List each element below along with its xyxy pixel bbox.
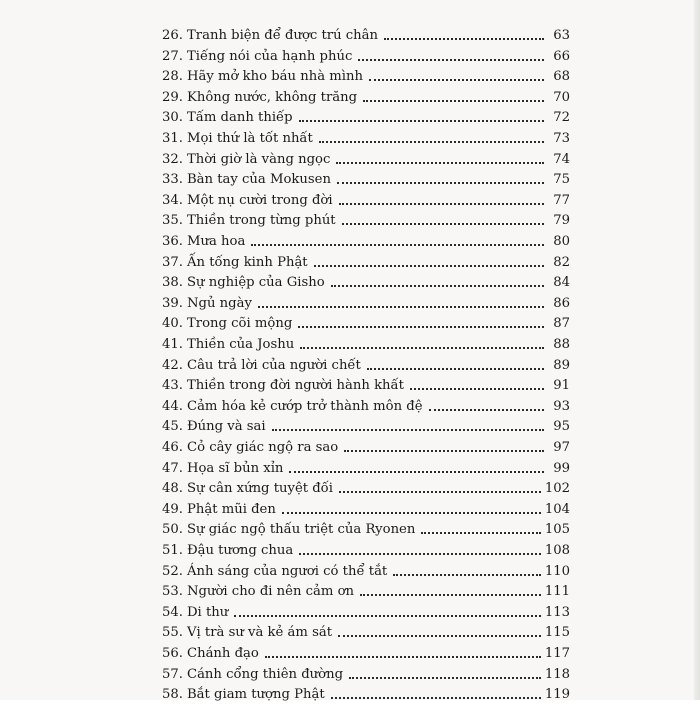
toc-entry-page-number: 84 xyxy=(553,275,570,291)
toc-entry-title: Thời giờ là vàng ngọc xyxy=(186,151,331,167)
toc-entry-number: 29. xyxy=(162,89,183,105)
toc-entry-page-number: 88 xyxy=(553,337,570,352)
toc-entry xyxy=(162,538,570,560)
toc-entry-number: 57. xyxy=(162,666,183,682)
toc-entry-page-number: 63 xyxy=(553,28,570,43)
dot-leader xyxy=(393,574,541,576)
toc-entry xyxy=(162,414,570,436)
toc-entry-title: Trong cõi mộng xyxy=(186,316,293,332)
toc-entry-page-number: 70 xyxy=(553,89,570,105)
toc-entry xyxy=(162,641,570,663)
toc-entry xyxy=(162,373,570,395)
toc-entry-title: Vị trà sư và kẻ ám sát xyxy=(186,625,333,641)
toc-entry-number: 49. xyxy=(162,501,183,517)
toc-entry-title: Di thư xyxy=(186,604,229,620)
toc-entry-title: Tiếng nói của hạnh phúc xyxy=(186,48,353,64)
toc-entry-page-number: 111 xyxy=(544,584,570,600)
toc-entry-page-number: 74 xyxy=(553,151,570,167)
toc-entry xyxy=(162,662,570,684)
toc-entry-title: Mọi thứ là tốt nhất xyxy=(186,131,313,146)
toc-entry-title: Sự nghiệp của Gisho xyxy=(186,275,325,291)
dot-leader xyxy=(337,182,544,184)
toc-entry xyxy=(162,620,570,642)
toc-entry xyxy=(162,291,570,313)
dot-leader xyxy=(339,203,544,205)
toc-entry-page-number: 93 xyxy=(553,398,570,414)
toc-entry-page-number: 68 xyxy=(553,69,570,85)
toc-entry xyxy=(162,23,570,45)
toc-entry-number: 47. xyxy=(162,460,183,476)
dot-leader xyxy=(234,615,541,617)
toc-entry-number: 46. xyxy=(162,440,183,455)
toc-entry xyxy=(162,394,570,416)
toc-entry-title: Tấm danh thiếp xyxy=(186,110,293,126)
toc-entry-title: Đậu tương chua xyxy=(186,543,294,558)
dot-leader xyxy=(367,368,544,370)
toc-entry xyxy=(162,229,570,251)
toc-entry-number: 40. xyxy=(162,316,183,332)
toc-entry-title: Người cho đi nên cảm ơn xyxy=(186,584,355,600)
toc-entry-page-number: 91 xyxy=(553,378,570,394)
dot-leader xyxy=(336,162,544,164)
toc-entry xyxy=(162,476,570,498)
toc-entry-title: Ngủ ngày xyxy=(186,295,252,311)
toc-entry xyxy=(162,105,570,127)
toc-entry-page-number: 77 xyxy=(553,192,570,208)
toc-entry-title: Sự cân xứng tuyệt đối xyxy=(186,481,333,497)
toc-entry-page-number: 95 xyxy=(553,419,570,435)
toc-entry-title: Đúng và sai xyxy=(186,419,266,435)
toc-entry-number: 35. xyxy=(162,213,183,229)
toc-entry-title: Một nụ cười trong đời xyxy=(186,192,333,208)
toc-entry-title: Bàn tay của Mokusen xyxy=(186,172,331,188)
toc-entry-number: 26. xyxy=(162,28,183,43)
toc-entry xyxy=(162,682,570,704)
toc-entry xyxy=(162,167,570,189)
dot-leader xyxy=(338,635,541,637)
toc-entry-page-number: 102 xyxy=(544,481,570,497)
toc-entry xyxy=(162,353,570,375)
toc-entry-number: 27. xyxy=(162,48,183,64)
toc-entry xyxy=(162,208,570,230)
toc-entry-title: Họa sĩ bủn xỉn xyxy=(186,460,284,476)
toc-entry-number: 50. xyxy=(162,522,183,538)
toc-entry-number: 37. xyxy=(162,254,183,270)
dot-leader xyxy=(363,100,544,102)
toc-entry-number: 58. xyxy=(162,687,183,703)
toc-entry-page-number: 113 xyxy=(544,604,570,620)
toc-entry-title: Thiền trong đời người hành khất xyxy=(186,378,404,394)
toc-entry-title: Thiền của Joshu xyxy=(186,337,295,352)
toc-entry-page-number: 115 xyxy=(544,625,570,641)
dot-leader xyxy=(339,491,541,493)
toc-entry-number: 41. xyxy=(162,337,183,352)
dot-leader xyxy=(251,244,544,246)
toc-entry xyxy=(162,517,570,539)
toc-entry-title: Tranh biện để được trú chân xyxy=(186,28,378,43)
dot-leader xyxy=(331,285,544,287)
toc-entry-number: 55. xyxy=(162,625,183,641)
toc-entry-title: Cánh cổng thiên đường xyxy=(186,666,344,682)
toc-entry-number: 34. xyxy=(162,192,183,208)
dot-leader xyxy=(298,326,544,328)
toc-entry-number: 54. xyxy=(162,604,183,620)
toc-entry-title: Mưa hoa xyxy=(186,234,246,249)
dot-leader xyxy=(421,532,540,534)
toc-entry xyxy=(162,435,570,457)
toc-entry-title: Câu trả lời của người chết xyxy=(186,357,361,373)
toc-entry xyxy=(162,270,570,292)
dot-leader xyxy=(299,120,544,122)
toc-entry xyxy=(162,579,570,601)
toc-entry xyxy=(162,126,570,148)
toc-entry-title: Không nước, không trăng xyxy=(186,89,358,105)
page-edge-shadow xyxy=(694,0,700,700)
toc-entry-page-number: 97 xyxy=(553,440,570,455)
toc-entry-number: 43. xyxy=(162,378,183,394)
toc-entry-page-number: 82 xyxy=(553,254,570,270)
dot-leader xyxy=(272,429,544,431)
toc-entry-title: Ánh sáng của ngươi có thể tắt xyxy=(186,563,388,579)
toc-entry-title: Cỏ cây giác ngộ ra sao xyxy=(186,440,339,455)
toc-entry-page-number: 119 xyxy=(544,687,570,703)
toc-entry-title: Chánh đạo xyxy=(186,646,259,661)
toc-entry-page-number: 118 xyxy=(544,666,570,682)
toc-entry xyxy=(162,85,570,107)
dot-leader xyxy=(360,594,541,596)
toc-entry-page-number: 86 xyxy=(553,295,570,311)
toc-entry-title: Sự giác ngộ thấu triệt của Ryonen xyxy=(186,522,416,538)
toc-entry-number: 33. xyxy=(162,172,183,188)
dot-leader xyxy=(384,38,544,40)
toc-entry-title: Phật mũi đen xyxy=(186,501,276,517)
dot-leader xyxy=(314,265,544,267)
toc-entry-title: Cảm hóa kẻ cướp trở thành môn đệ xyxy=(186,398,423,414)
toc-entry-number: 39. xyxy=(162,295,183,311)
toc-entry xyxy=(162,456,570,478)
dot-leader xyxy=(369,79,544,81)
toc-entry-number: 31. xyxy=(162,131,183,146)
toc-entry-page-number: 110 xyxy=(544,563,570,579)
toc-entry xyxy=(162,188,570,210)
toc-entry-page-number: 108 xyxy=(544,543,570,558)
toc-entry-page-number: 73 xyxy=(553,131,570,146)
toc-entry-number: 30. xyxy=(162,110,183,126)
toc-entry-number: 45. xyxy=(162,419,183,435)
dot-leader xyxy=(429,409,544,411)
toc-entry xyxy=(162,559,570,581)
toc-entry-page-number: 117 xyxy=(544,646,570,661)
dot-leader xyxy=(258,306,544,308)
toc-entry-number: 44. xyxy=(162,398,183,414)
toc-entry-number: 48. xyxy=(162,481,183,497)
dot-leader xyxy=(342,223,544,225)
toc-entry xyxy=(162,64,570,86)
toc-entry-page-number: 66 xyxy=(553,48,570,64)
dot-leader xyxy=(410,388,544,390)
toc-entry-page-number: 72 xyxy=(553,110,570,126)
toc-entry xyxy=(162,311,570,333)
toc-entry-number: 28. xyxy=(162,69,183,85)
dot-leader xyxy=(349,677,541,679)
toc-entry-title: Thiền trong từng phút xyxy=(186,213,336,229)
toc-entry-page-number: 89 xyxy=(553,357,570,373)
dot-leader xyxy=(300,347,544,349)
toc-entry-page-number: 75 xyxy=(553,172,570,188)
toc-entry-title: Ấn tống kinh Phật xyxy=(186,254,308,270)
toc-entry-page-number: 79 xyxy=(553,213,570,229)
toc-entry-number: 51. xyxy=(162,543,183,558)
toc-entry-number: 53. xyxy=(162,584,183,600)
dot-leader xyxy=(265,656,541,658)
dot-leader xyxy=(299,553,541,555)
toc-entry-page-number: 105 xyxy=(544,522,570,538)
dot-leader xyxy=(344,450,544,452)
toc-entry-number: 52. xyxy=(162,563,183,579)
toc-entry-number: 32. xyxy=(162,151,183,167)
toc-entry xyxy=(162,44,570,66)
toc-entry xyxy=(162,147,570,169)
toc-entry-number: 36. xyxy=(162,234,183,249)
toc-entry xyxy=(162,250,570,272)
dot-leader xyxy=(282,512,541,514)
dot-leader xyxy=(319,141,544,143)
dot-leader xyxy=(331,697,541,699)
dot-leader xyxy=(289,471,544,473)
toc-entry-page-number: 99 xyxy=(553,460,570,476)
toc-entry-number: 42. xyxy=(162,357,183,373)
toc-entry-number: 38. xyxy=(162,275,183,291)
toc-entry-page-number: 87 xyxy=(553,316,570,332)
toc-entry xyxy=(162,600,570,622)
toc-entry xyxy=(162,497,570,519)
toc-entry-page-number: 80 xyxy=(553,234,570,249)
toc-entry-title: Hãy mở kho báu nhà mình xyxy=(186,69,363,85)
toc-entry-title: Bắt giam tượng Phật xyxy=(186,687,325,703)
toc-entry-page-number: 104 xyxy=(544,501,570,517)
toc-entry xyxy=(162,332,570,354)
dot-leader xyxy=(358,59,544,61)
toc-entry-number: 56. xyxy=(162,646,183,661)
